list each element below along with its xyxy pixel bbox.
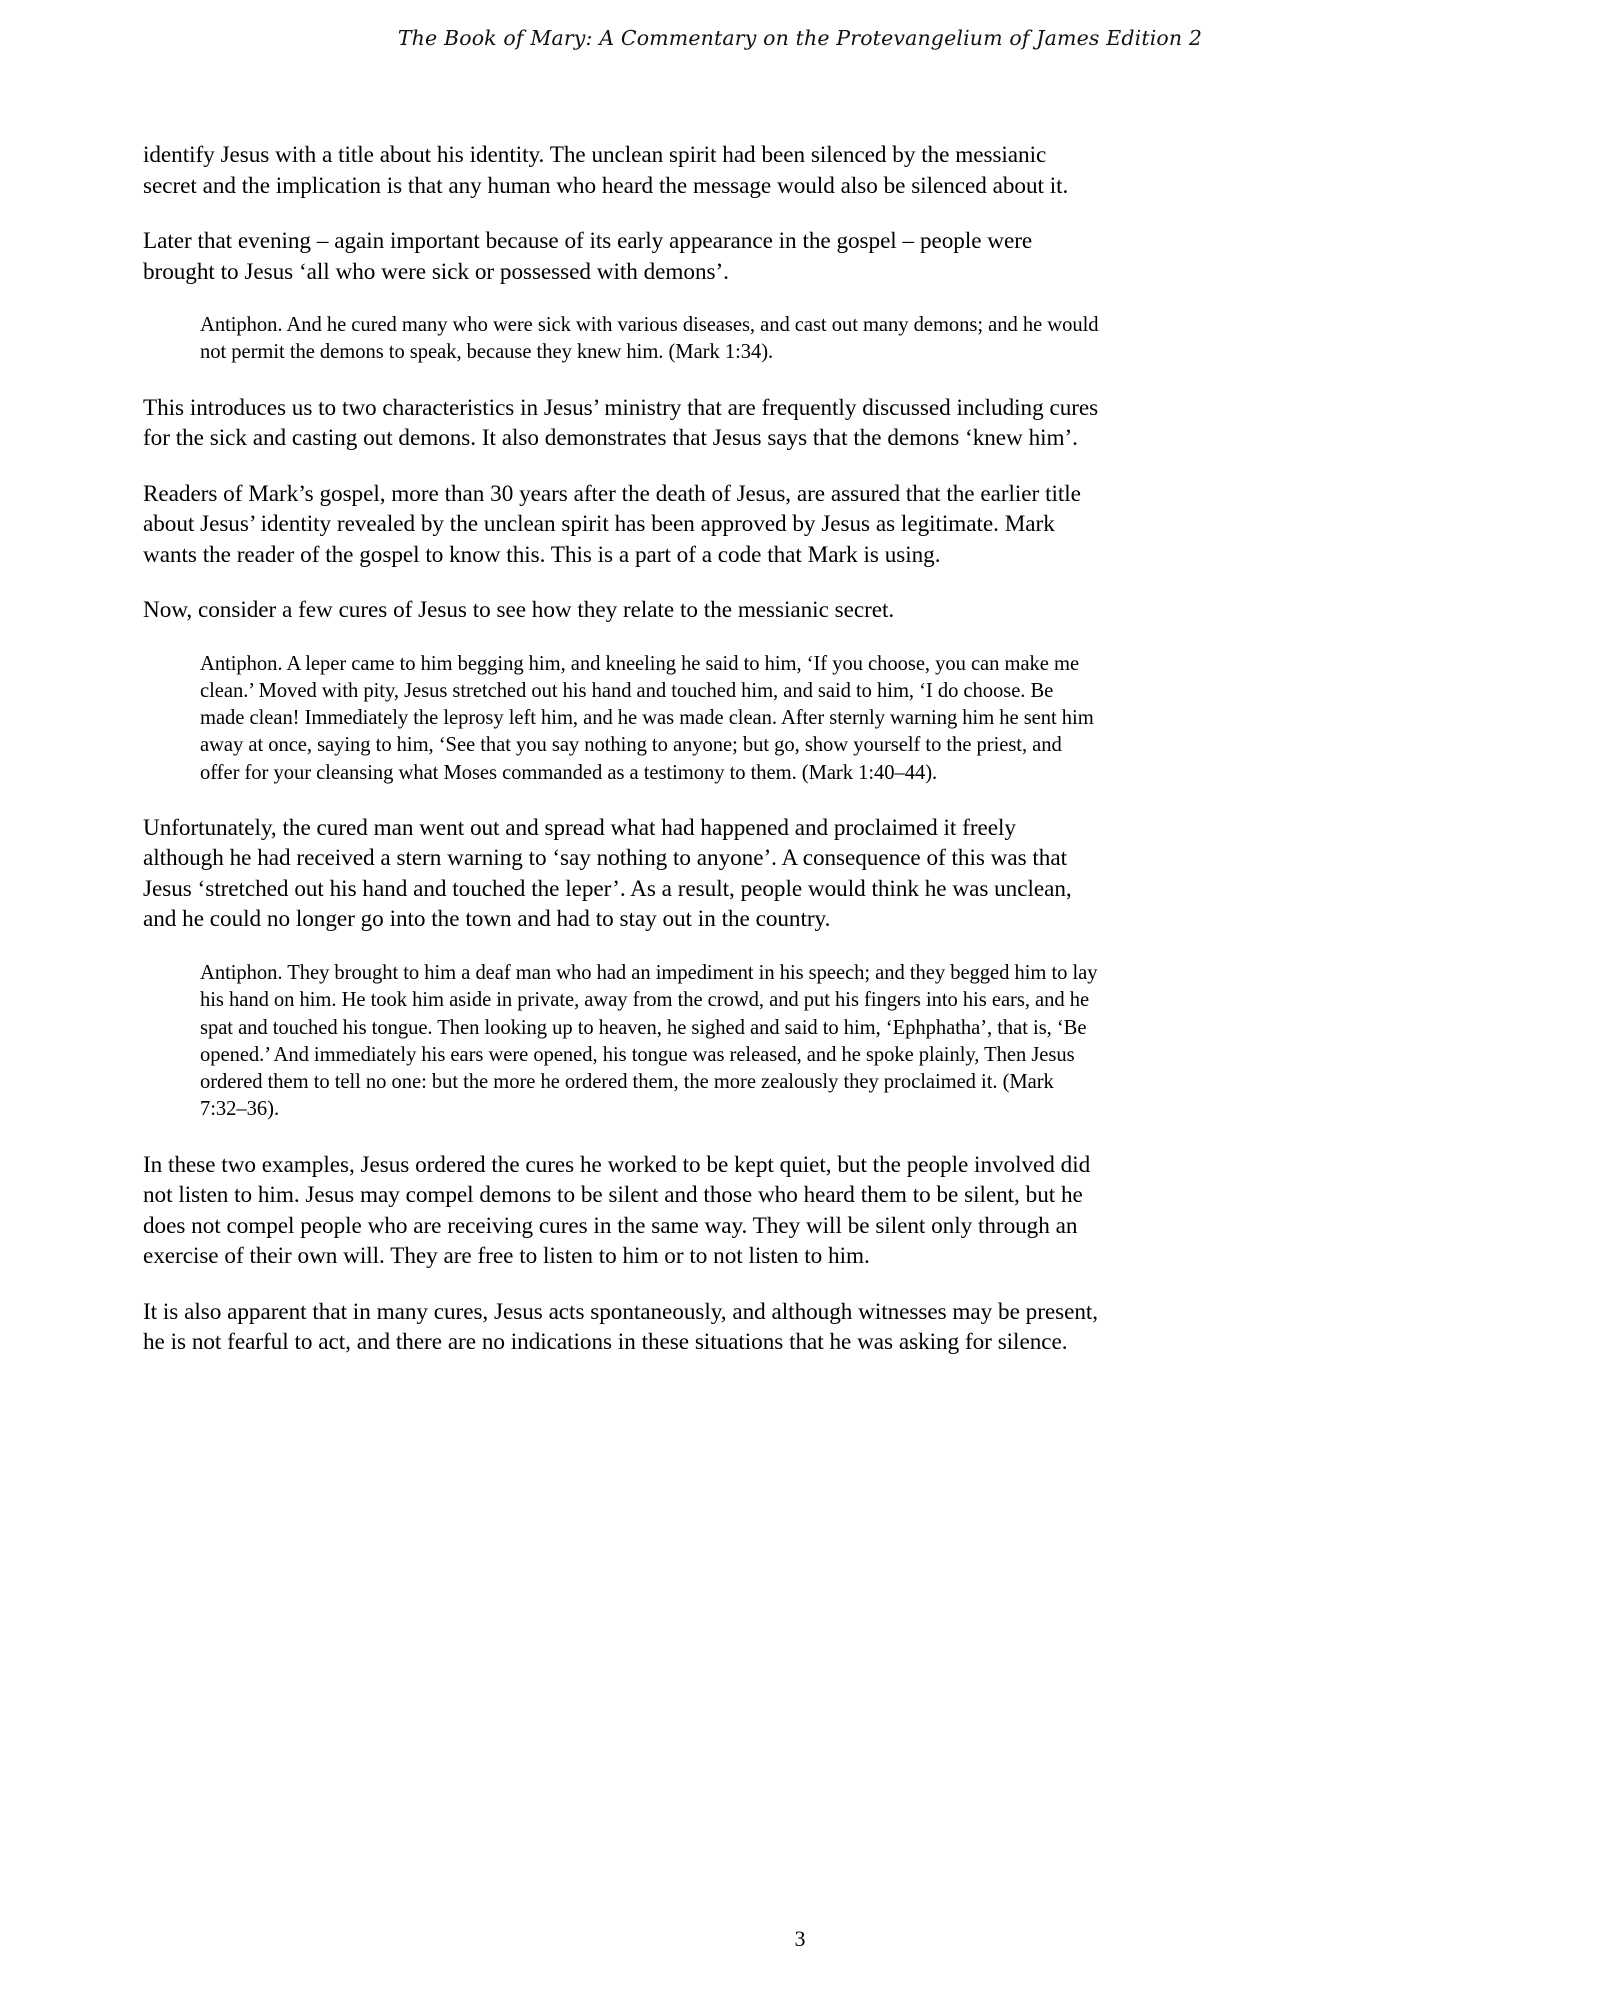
body-paragraph: Readers of Mark’s gospel, more than 30 years after the death of Jesus, are assured that the earlier title about Jesus’ identity revealed by the unclean spirit has been approved by Jesus as legitimate. Mark wants the reader of the gospel to know this. This is a part of a code that Mark is using. (143, 480, 1081, 568)
body-paragraph: Unfortunately, the cured man went out and spread what had happened and proclaimed it freely although he had received a stern warning to ‘say nothing to anyone’. A consequence of this was that Jesus ‘stretched out his hand and touched the leper’. As a result, people would think he was unclean, and he could no longer go into the town and had to stay out in the country. (143, 814, 1072, 933)
body-paragraph: Now, consider a few cures of Jesus to see how they relate to the messianic secret. (143, 597, 895, 624)
body-paragraph: identify Jesus with a title about his identity. The unclean spirit had been silenced by the messianic secret and the implication is that any human who heard the message would also be silenced about it. (143, 142, 1069, 199)
body-paragraph: This introduces us to two characteristics in Jesus’ ministry that are frequently discussed including cures for the sick and casting out demons. It also demonstrates that Jesus says that the demons ‘knew him’. (143, 394, 1099, 452)
body-paragraph: Later that evening – again important because of its early appearance in the gospel – people were brought to Jesus ‘all who were sick or possessed with demons’. (143, 228, 1033, 285)
body-paragraph: In these two examples, Jesus ordered the cures he worked to be kept quiet, but the people involved did not listen to him. Jesus may compel demons to be silent and those who heard them to be silent, but he does not compel people who are receiving cures in the same way. They will be silent only through an exercise of their own will. They are free to listen to him or to not listen to him. (143, 1151, 1091, 1270)
running-header: The Book of Mary: A Commentary on the Protevangelium of James Edition 2 (397, 26, 1203, 50)
antiphon-quote: Antiphon. A leper came to him begging him, and kneeling he said to him, ‘If you choose, you can make me clean.’ Moved with pity, Jesus stretched out his hand and touched him, and said to him, ‘I do choose. Be made clean! Immediately the leprosy left him, and he was made clean. After sternly warning him he sent him away at once, saying to him, ‘See that you say nothing to anyone; but go, show yourself to the priest, and offer for your cleansing what Moses commanded as a testimony to them. (Mark 1:40–44). (200, 652, 1094, 784)
antiphon-quote: Antiphon. They brought to him a deaf man who had an impediment in his speech; and they begged him to lay his hand on him. He took him aside in private, away from the crowd, and put his fingers into his ears, and he spat and touched his tongue. Then looking up to heaven, he sighed and said to him, ‘Ephphatha’, that is, ‘Be opened.’ And immediately his ears were opened, his tongue was released, and he spoke plainly, Then Jesus ordered them to tell no one: but the more he ordered them, the more zealously they proclaimed it. (Mark 7:32–36). (200, 961, 1098, 1121)
antiphon-quote: Antiphon. And he cured many who were sick with various diseases, and cast out many demons; and he would not permit the demons to speak, because they knew him. (Mark 1:34). (200, 314, 1099, 364)
body-paragraph: It is also apparent that in many cures, Jesus acts spontaneously, and although witnesses may be present, he is not fearful to act, and there are no indications in these situations that he was asking for silence. (143, 1298, 1099, 1356)
body-text-column (143, 140, 1100, 1383)
page-number: 3 (794, 1926, 806, 1951)
